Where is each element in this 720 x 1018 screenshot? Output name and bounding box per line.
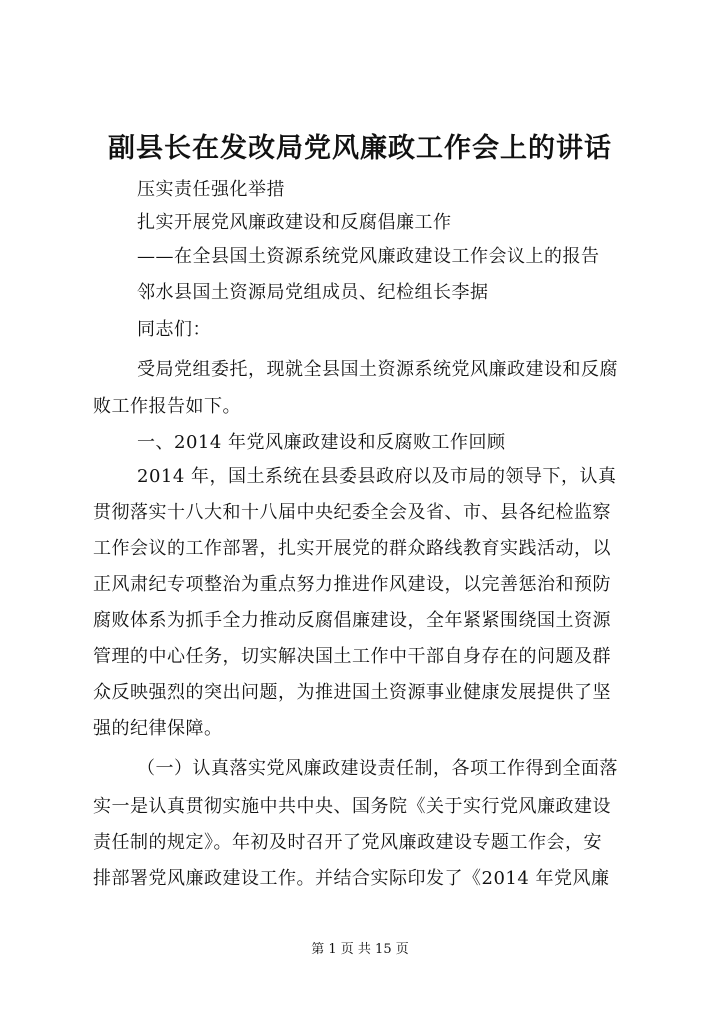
section-heading: 一、2014 年党风廉政建设和反腐败工作回顾 — [137, 432, 506, 453]
document-title: 副县长在发改局党风廉政工作会上的讲话 — [108, 133, 612, 164]
body-line: 强的纪律保障。 — [93, 718, 223, 739]
body-line: 贯彻落实十八大和十八届中央纪委全会及省、市、县各纪检监察 — [93, 502, 611, 523]
subtitle-line: 扎实开展党风廉政建设和反腐倡廉工作 — [137, 212, 452, 233]
body-line: 责任制的规定》。年初及时召开了党风廉政建设专题工作会，安 — [93, 832, 602, 853]
salutation-line: 同志们： — [137, 319, 211, 340]
subtitle-line: ——在全县国土资源系统党风廉政建设工作会议上的报告 — [137, 246, 600, 267]
author-line: 邻水县国土资源局党组成员、纪检组长李据 — [137, 282, 489, 303]
subtitle-line: 压实责任强化举措 — [137, 179, 285, 200]
body-line: 工作会议的工作部署，扎实开展党的群众路线教育实践活动，以 — [93, 538, 611, 559]
body-line: 众反映强烈的突出问题，为推进国土资源事业健康发展提供了坚 — [93, 682, 611, 703]
body-line: 败工作报告如下。 — [93, 396, 241, 417]
body-line: 排部署党风廉政建设工作。并结合实际印发了《2014 年党风廉 — [93, 868, 610, 889]
body-line: 2014 年，国土系统在县委县政府以及市局的领导下，认真 — [137, 466, 617, 487]
body-line: 正风肃纪专项整治为重点努力推进作风建设，以完善惩治和预防 — [93, 574, 611, 595]
body-line: 腐败体系为抓手全力推动反腐倡廉建设，全年紧紧围绕国土资源 — [93, 610, 611, 631]
body-line: （一）认真落实党风廉政建设责任制，各项工作得到全面落 — [137, 758, 618, 779]
body-line: 管理的中心任务，切实解决国土工作中干部自身存在的问题及群 — [93, 646, 611, 667]
body-line: 受局党组委托，现就全县国土资源系统党风廉政建设和反腐 — [137, 359, 618, 380]
page-footer: 第 1 页 共 15 页 — [311, 942, 409, 957]
body-line: 实一是认真贯彻实施中共中央、国务院《关于实行党风廉政建设 — [93, 796, 611, 817]
